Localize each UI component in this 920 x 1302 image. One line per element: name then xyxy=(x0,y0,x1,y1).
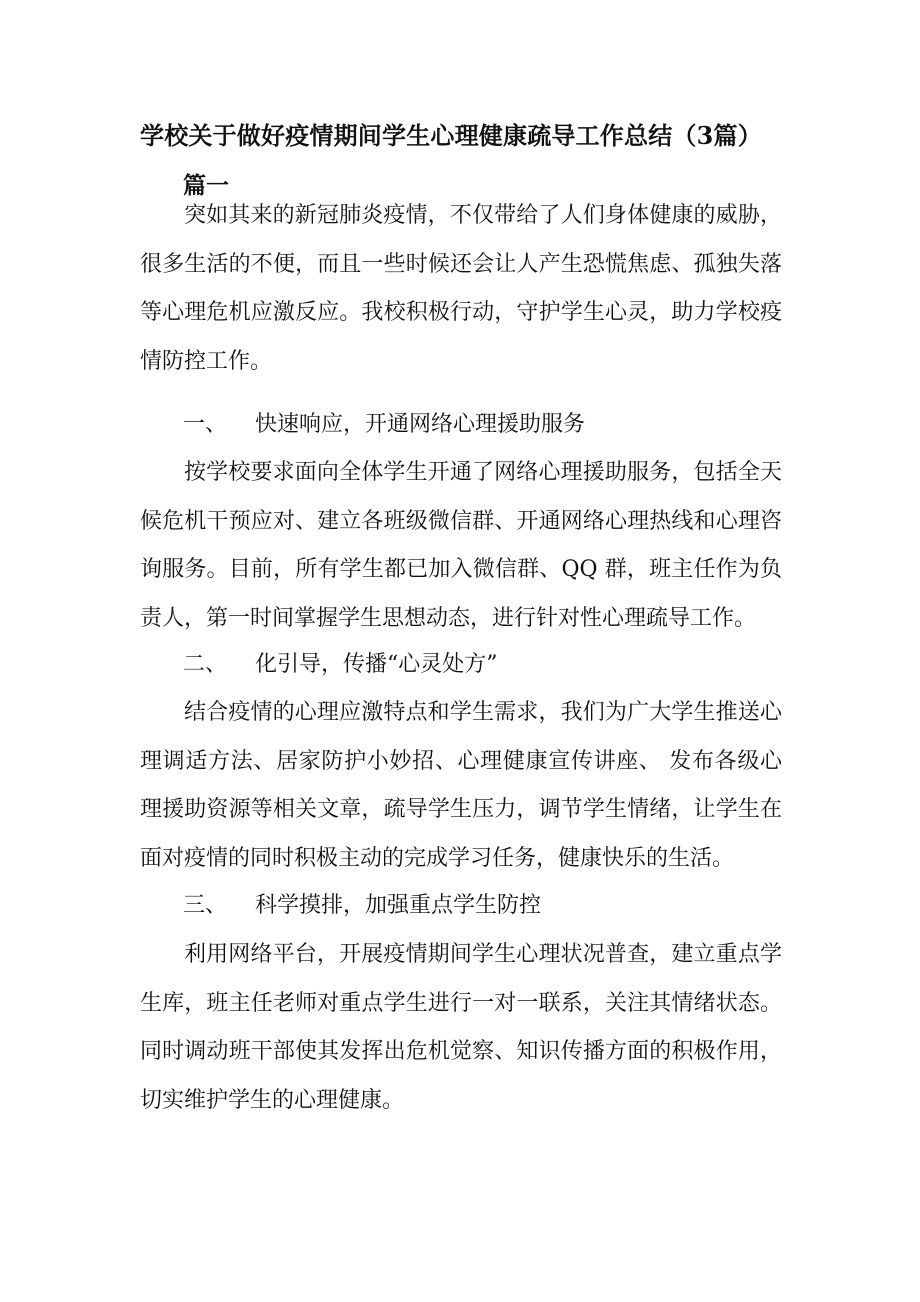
section-body-3: 利用网络平台，开展疫情期间学生心理状况普查，建立重点学生库，班主任老师对重点学生进行一对一联系，关注其情绪状态。同时调动班干部使其发挥出危机觉察、知识传播方面的积极作用，切实维护学生的心理健康。 xyxy=(140,942,782,1113)
intro-paragraph: 突如其来的新冠肺炎疫情，不仅带给了人们身体健康的威胁，很多生活的不便，而且一些时候还会让人产生恐慌焦虑、孤独失落等心理危机应激反应。我校积极行动，守护学生心灵，助力学校疫情防控工作。 xyxy=(140,203,782,374)
section-number-1: 一、 xyxy=(183,412,228,437)
section-heading-text-3: 科学摸排，加强重点学生防控 xyxy=(255,893,542,918)
document-title: 学校关于做好疫情期间学生心理健康疏导工作总结（3篇） xyxy=(140,121,762,150)
section-heading-text-2: 化引导，传播“心灵处方” xyxy=(255,652,498,677)
section-body-1: 按学校要求面向全体学生开通了网络心理援助服务，包括全天候危机干预应对、建立各班级微信群、开通网络心理热线和心理咨询服务。目前，所有学生都已加入微信群、QQ 群，班主任作为负责人，第一时间掌握学生思想动态，进行针对性心理疏导工作。 xyxy=(140,460,782,631)
section-number-3: 三、 xyxy=(183,893,228,918)
section-body-2: 结合疫情的心理应激特点和学生需求，我们为广大学生推送心理调适方法、居家防护小妙招、心理健康宣传讲座、 发布各级心理援助资源等相关文章，疏导学生压力，调节学生情绪，让学生在面对疫情的同时积极主动的完成学习任务，健康快乐的生活。 xyxy=(140,700,782,871)
section-number-2: 二、 xyxy=(183,652,228,677)
section-heading-text-1: 快速响应，开通网络心理援助服务 xyxy=(255,412,586,437)
section-heading-1 xyxy=(183,408,585,442)
part-label: 篇一 xyxy=(183,172,229,199)
section-heading-3 xyxy=(183,889,541,923)
section-heading-2 xyxy=(183,648,498,682)
